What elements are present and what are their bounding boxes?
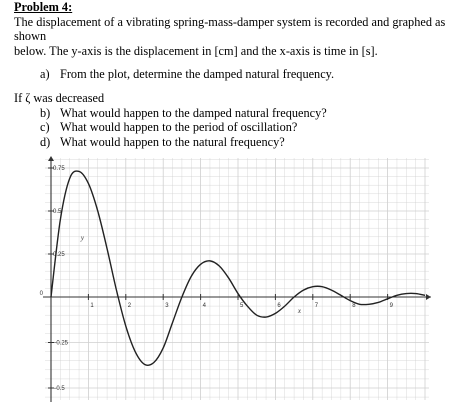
problem-heading: Problem 4: xyxy=(14,0,73,14)
part-c-label: c) xyxy=(40,120,50,135)
y-axis-arrow xyxy=(48,156,54,161)
part-c xyxy=(40,120,466,135)
part-a-label: a) xyxy=(40,67,50,82)
part-d-text: What would happen to the natural frequency? xyxy=(60,134,285,149)
intro-line-1: The displacement of a vibrating spring-mass-damper system is recorded and graphed as shown xyxy=(14,14,446,44)
x-tick-label: 2 xyxy=(127,303,132,309)
part-b-text: What would happen to the damped natural frequency? xyxy=(60,105,327,120)
x-tick-label: 6 xyxy=(277,303,281,309)
x-axis-label: x xyxy=(297,307,301,315)
problem-intro xyxy=(14,0,466,58)
x-tick-label: 4 xyxy=(202,303,206,309)
y-tick-label: –0.5 xyxy=(53,386,65,392)
x-tick-label: 9 xyxy=(389,303,393,309)
part-d-label: d) xyxy=(40,134,51,149)
part-a-text: From the plot, determine the damped natural frequency. xyxy=(60,67,335,82)
y-tick-label: 0 xyxy=(39,291,43,297)
y-tick-label: –0.25 xyxy=(53,340,69,347)
x-tick-label: 8 xyxy=(352,303,356,309)
y-tick-label: 0.25 xyxy=(53,252,65,258)
x-tick-label: 1 xyxy=(90,303,94,309)
part-b xyxy=(40,106,466,121)
y-axis-label: y xyxy=(80,234,85,243)
part-d xyxy=(40,135,466,150)
intro-line-2: below. The y-axis is the displacement in [cm] and the x-axis is time in [s]. xyxy=(14,43,378,58)
problem-text xyxy=(14,0,466,149)
part-c-text: What would happen to the period of oscillation? xyxy=(60,120,298,135)
x-tick-label: 5 xyxy=(240,303,244,309)
condition-text: If ζ was decreased xyxy=(14,90,105,105)
x-axis-arrow xyxy=(426,294,431,300)
x-tick-label: 7 xyxy=(314,303,319,309)
y-tick-label: 0.5 xyxy=(53,209,62,215)
x-tick-label: 3 xyxy=(165,303,169,309)
displacement-plot xyxy=(0,150,474,409)
y-tick-label: 0.75 xyxy=(53,166,65,172)
part-b-label: b) xyxy=(40,105,51,120)
part-a xyxy=(40,67,466,82)
